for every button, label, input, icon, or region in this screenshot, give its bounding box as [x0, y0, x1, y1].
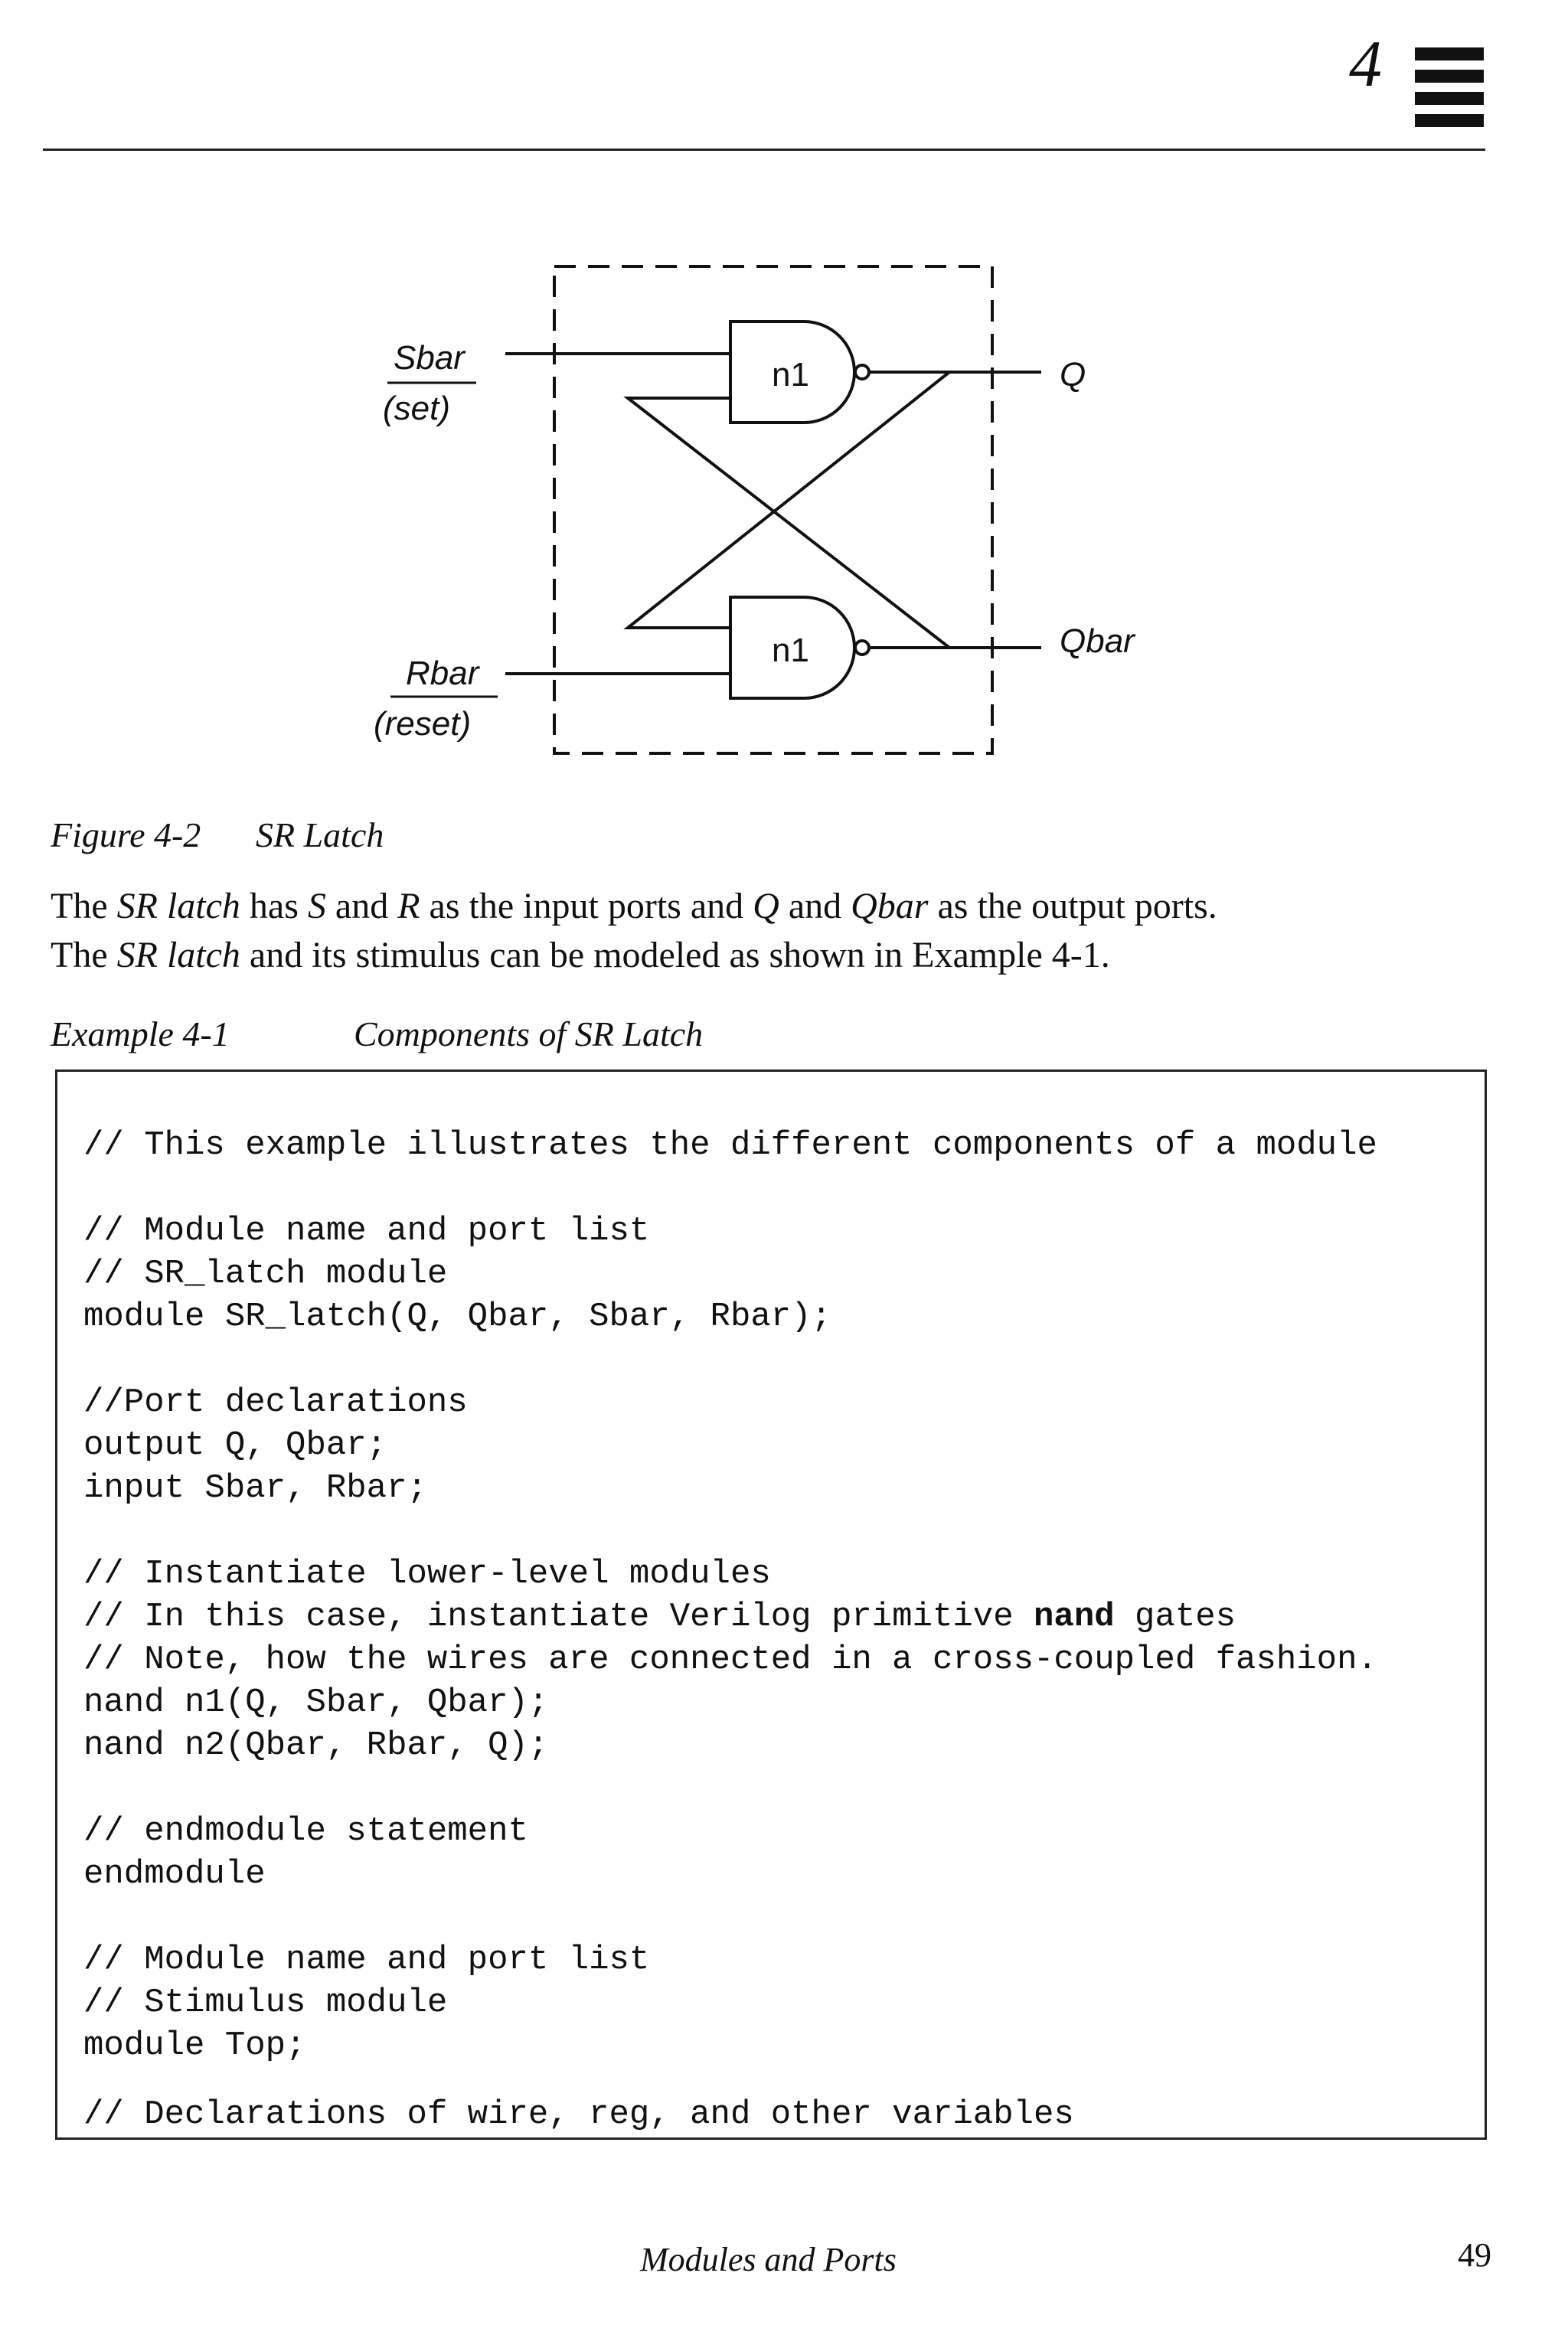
code-listing	[55, 1070, 1487, 2140]
code-line: // Instantiate lower-level modules	[83, 1555, 771, 1593]
code-line: endmodule	[83, 1855, 266, 1893]
footer-title: Modules and Ports	[640, 2241, 897, 2278]
gate-bottom-label: n1	[772, 632, 809, 669]
figure-label: Figure 4-2	[51, 815, 201, 854]
nand-keyword: nand	[1034, 1598, 1115, 1636]
code-line: // Stimulus module	[83, 1984, 448, 2022]
code-line: // Note, how the wires are connected in a cross-coupled fashion.	[83, 1641, 1377, 1679]
code-line: //Port declarations	[83, 1383, 468, 1422]
code-line: // In this case, instantiate Verilog primitive nand gates	[83, 1598, 1236, 1636]
code-line: nand n2(Qbar, Rbar, Q);	[83, 1726, 549, 1765]
q-output-label: Q	[1060, 356, 1086, 394]
example-label: Example 4-1	[51, 1014, 230, 1053]
code-line: nand n1(Q, Sbar, Qbar);	[83, 1683, 549, 1722]
code-line: // Declarations of wire, reg, and other variables	[83, 2095, 1074, 2134]
chapter-marker-icon	[1415, 47, 1484, 136]
rbar-description: (reset)	[374, 705, 472, 743]
sbar-label: Sbar	[394, 339, 465, 377]
page-number: 49	[1458, 2236, 1491, 2274]
code-line: input Sbar, Rbar;	[83, 1469, 427, 1507]
gate-top-label: n1	[772, 356, 809, 394]
code-line: // Module name and port list	[83, 1941, 650, 1979]
paragraph-line-2: The SR latch and its stimulus can be modeled as shown in Example 4-1.	[51, 935, 1110, 975]
sbar-description: (set)	[383, 390, 450, 427]
header-rule	[43, 149, 1485, 151]
code-line: // endmodule statement	[83, 1812, 528, 1850]
inverter-bubble-top	[855, 365, 869, 379]
rbar-label: Rbar	[406, 655, 479, 692]
inverter-bubble-bottom	[855, 641, 869, 655]
figure-title: SR Latch	[256, 815, 384, 854]
code-line: // Module name and port list	[83, 1212, 650, 1250]
example-title: Components of SR Latch	[354, 1014, 704, 1053]
code-line: // SR_latch module	[83, 1255, 448, 1293]
feedback-qbar-to-n1	[628, 398, 949, 648]
feedback-q-to-n2	[628, 372, 949, 628]
code-line: module Top;	[83, 2026, 306, 2065]
paragraph-line-1: The SR latch has S and R as the input ports and Q and Qbar as the output ports.	[51, 886, 1217, 926]
qbar-output-label: Qbar	[1060, 622, 1135, 660]
code-line: output Q, Qbar;	[83, 1426, 387, 1465]
code-line: // This example illustrates the different components of a module	[83, 1126, 1377, 1164]
chapter-number: 4	[1349, 27, 1382, 100]
code-line: module SR_latch(Q, Qbar, Sbar, Rbar);	[83, 1298, 831, 1336]
sr-latch-diagram	[0, 230, 1568, 781]
